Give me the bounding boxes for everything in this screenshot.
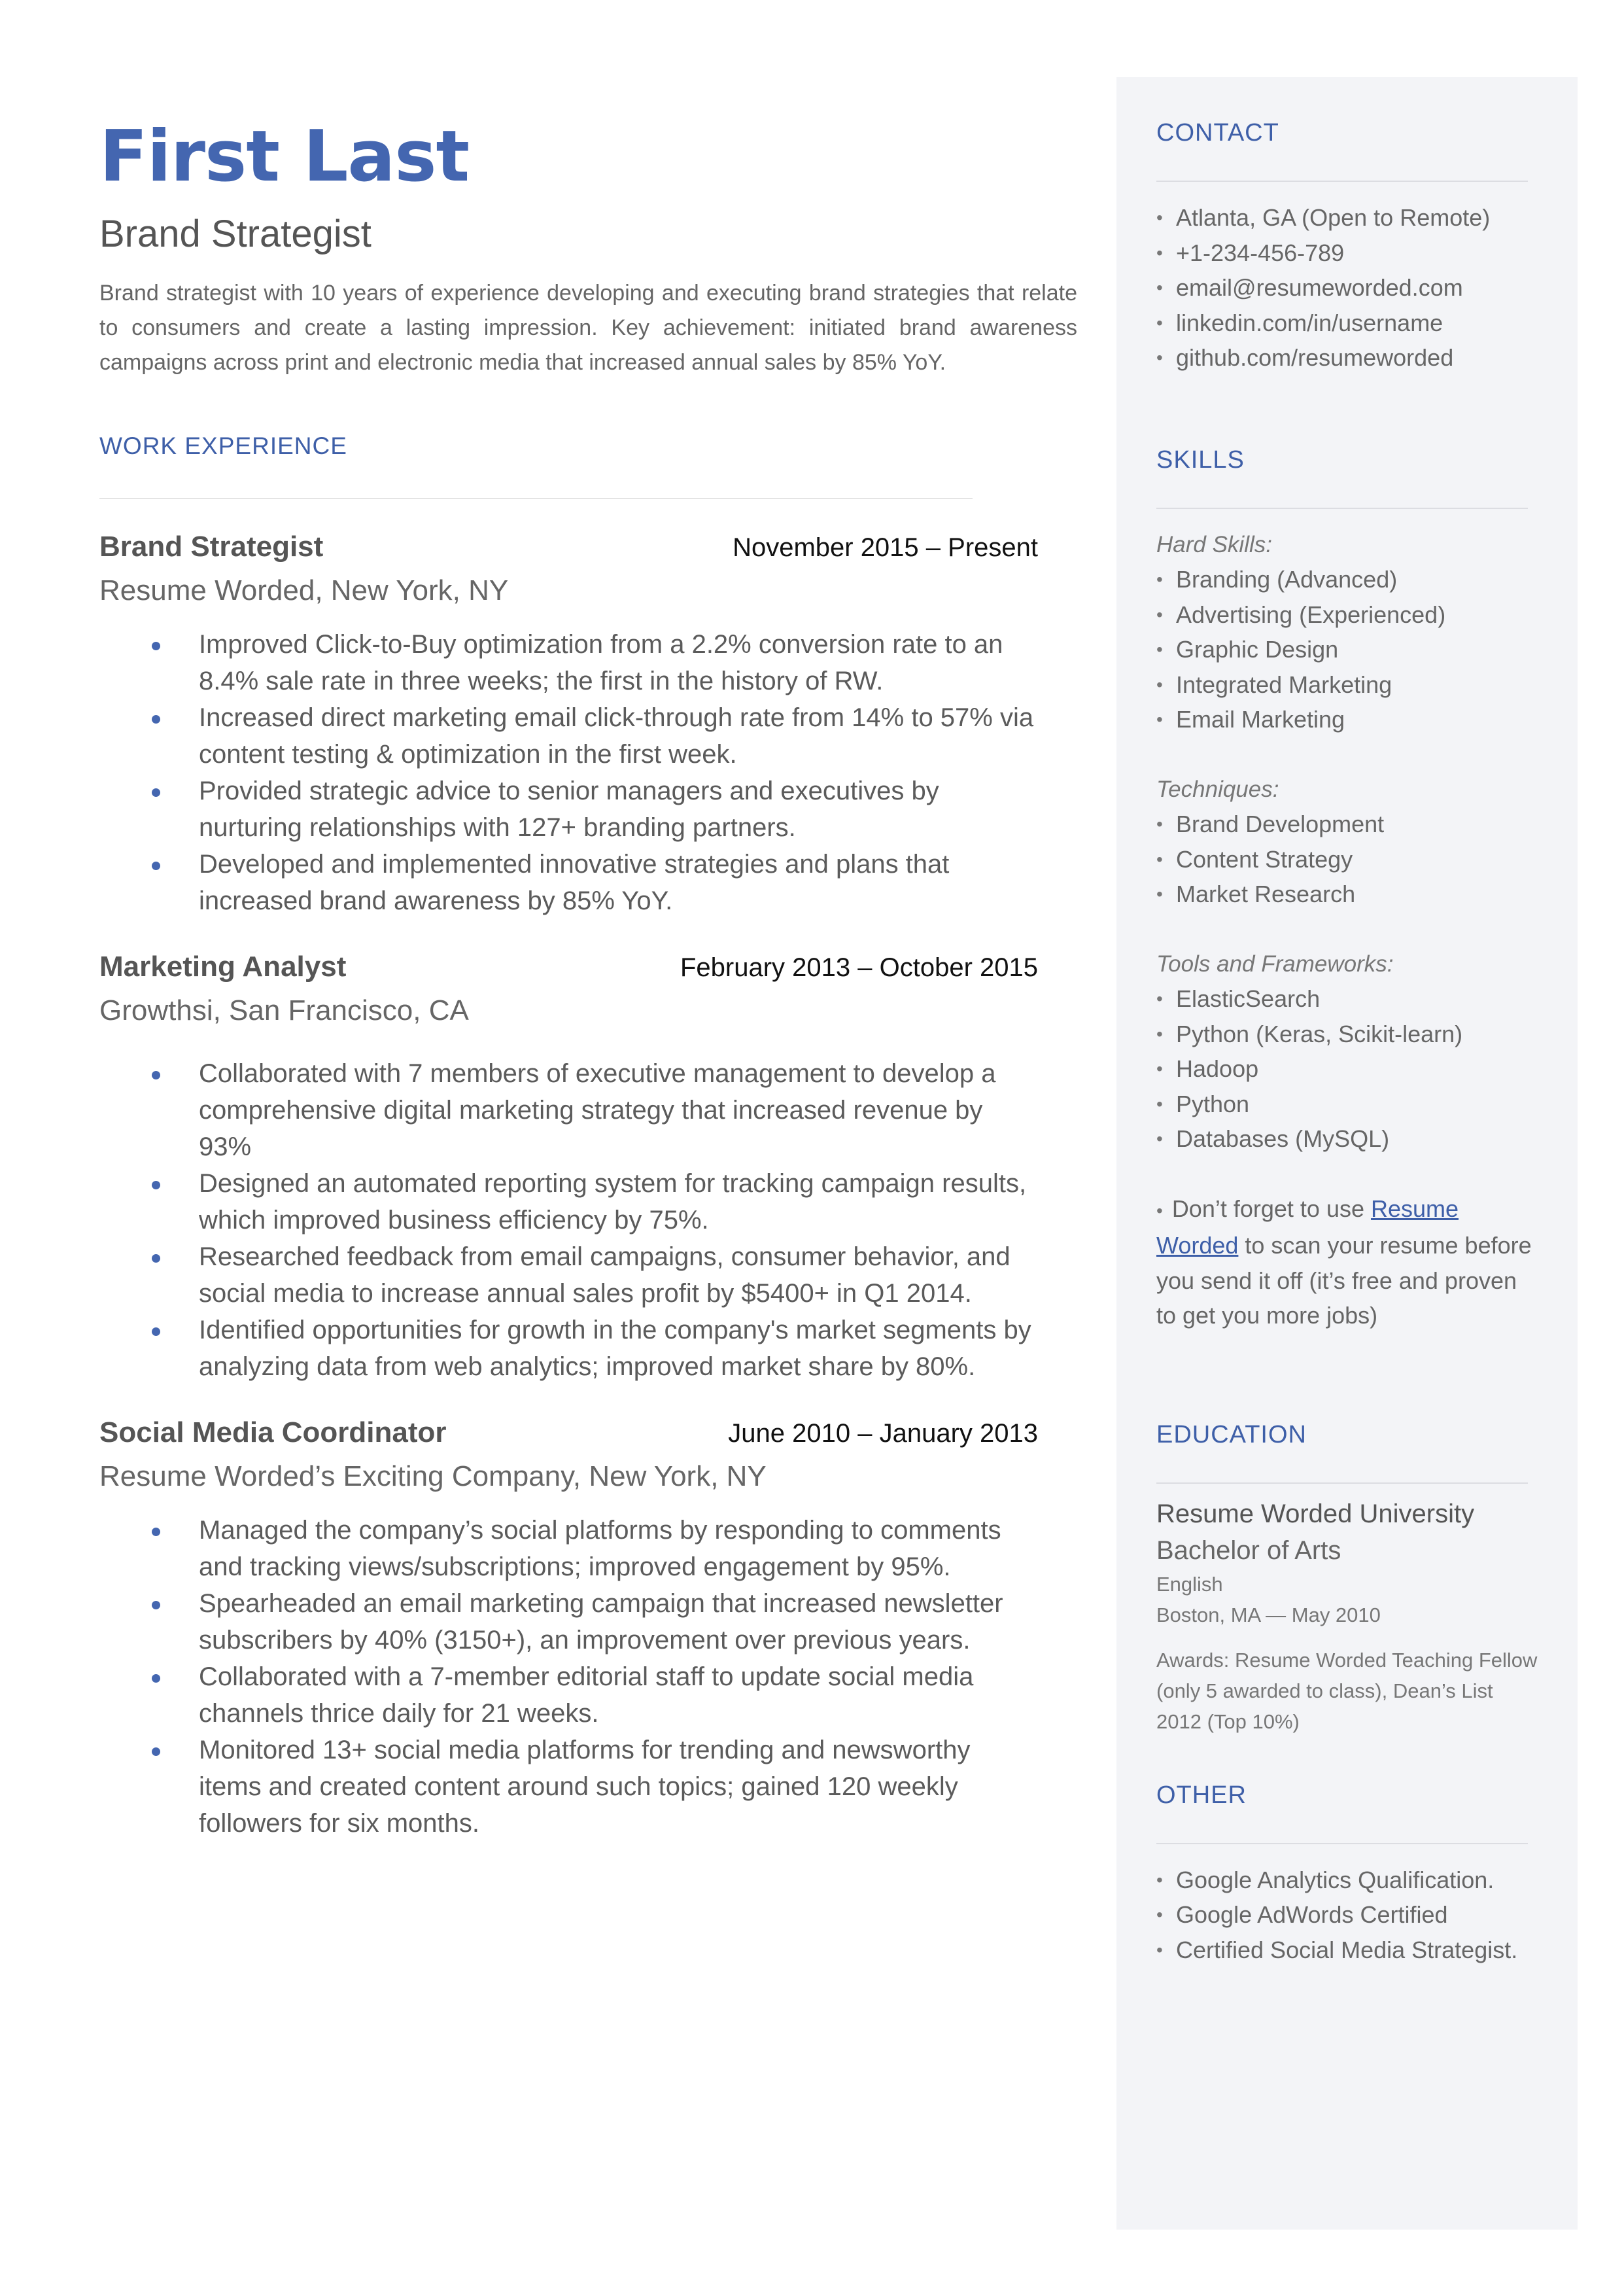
section-divider (1156, 508, 1528, 509)
job-dates: November 2015 – Present (733, 533, 1038, 562)
techniques-list (1156, 807, 1542, 912)
hard-skills-label: Hard Skills: (1156, 531, 1272, 557)
job-bullet: Designed an automated reporting system for tracking campaign results, which improved business efficiency by 75%. (99, 1165, 1038, 1238)
job-bullet: Increased direct marketing email click-through rate from 14% to 57% via content testing & optimization in the first week. (99, 699, 1038, 773)
certification-item: • Google Analytics Qualification. (1156, 1863, 1542, 1898)
skill-item: • Hadoop (1156, 1051, 1542, 1087)
sidebar (1116, 77, 1578, 2230)
contact-list (1156, 200, 1542, 376)
job-bullet: Improved Click-to-Buy optimization from a 2.2% conversion rate to an 8.4% sale rate in three weeks; the first in the history of RW. (99, 626, 1038, 699)
certification-item: • Google AdWords Certified (1156, 1897, 1542, 1933)
job-bullets (99, 1055, 1038, 1385)
section-divider (99, 498, 973, 499)
summary: Brand strategist with 10 years of experience developing and executing brand strategies that relate to consumers and create a lasting impression. Key achievement: initiated brand awareness campaigns across print and electronic media that increased annual sales by 85% YoY. (99, 281, 1077, 375)
other-heading: OTHER (1156, 1781, 1247, 1809)
job-company: Resume Worded’s Exciting Company, New York, NY (99, 1460, 767, 1492)
skill-item: • Databases (MySQL) (1156, 1121, 1542, 1157)
job-bullets (99, 626, 1038, 919)
skills-heading: SKILLS (1156, 446, 1245, 474)
resume-tip: • Don’t forget to use Resume Worded to scan your resume before you send it off (it’s free and proven to get you more jobs) (1156, 1195, 1532, 1329)
job-bullet: Collaborated with 7 members of executive management to develop a comprehensive digital marketing strategy that increased revenue by 93% (99, 1055, 1038, 1165)
job-dates: February 2013 – October 2015 (680, 953, 1038, 982)
skill-item: • Market Research (1156, 877, 1542, 912)
skill-item: • Content Strategy (1156, 842, 1542, 877)
skill-item: • Integrated Marketing (1156, 667, 1542, 703)
tools-label: Tools and Frameworks: (1156, 951, 1394, 977)
skill-item: • Branding (Advanced) (1156, 562, 1542, 597)
education-awards: Awards: Resume Worded Teaching Fellow (only 5 awarded to class), Dean’s List 2012 (Top 10%) (1156, 1648, 1538, 1733)
section-divider (1156, 1843, 1528, 1844)
job-entry (99, 1416, 1038, 1842)
techniques-label: Techniques: (1156, 776, 1279, 802)
job-bullet: Monitored 13+ social media platforms for trending and newsworthy items and created content around such topics; gained 120 weekly followers for six months. (99, 1732, 1038, 1842)
contact-phone: • +1-234-456-789 (1156, 236, 1542, 271)
job-bullet: Developed and implemented innovative strategies and plans that increased brand awareness by 85% YoY. (99, 846, 1038, 919)
education-major: English (1156, 1572, 1223, 1596)
education-school: Resume Worded University (1156, 1499, 1475, 1528)
job-bullet: Identified opportunities for growth in the company's market segments by analyzing data from web analytics; improved market share by 80%. (99, 1312, 1038, 1385)
job-bullets (99, 1512, 1038, 1842)
candidate-role: Brand Strategist (99, 213, 371, 255)
skill-item: • Python (1156, 1087, 1542, 1122)
tip-prefix: Don’t forget to use (1171, 1195, 1371, 1222)
section-divider (1156, 1482, 1528, 1484)
other-list (1156, 1863, 1542, 1968)
skill-item: • ElasticSearch (1156, 981, 1542, 1017)
tools-list (1156, 981, 1542, 1157)
job-title: Social Media Coordinator (99, 1416, 447, 1448)
certification-item: • Certified Social Media Strategist. (1156, 1933, 1542, 1968)
job-bullet: Collaborated with a 7-member editorial staff to update social media channels thrice daily for 21 weeks. (99, 1658, 1038, 1732)
skill-item: • Brand Development (1156, 807, 1542, 842)
skill-item: • Email Marketing (1156, 702, 1542, 737)
contact-location: • Atlanta, GA (Open to Remote) (1156, 200, 1542, 236)
job-bullet: Managed the company’s social platforms by responding to comments and tracking views/subscriptions; improved engagement by 95%. (99, 1512, 1038, 1585)
job-entry (99, 531, 1038, 919)
education-degree: Bachelor of Arts (1156, 1535, 1341, 1565)
contact-email: • email@resumeworded.com (1156, 270, 1542, 306)
job-bullet: Provided strategic advice to senior managers and executives by nurturing relationships with 127+ branding partners. (99, 773, 1038, 846)
job-title: Marketing Analyst (99, 951, 347, 983)
section-divider (1156, 181, 1528, 182)
job-title: Brand Strategist (99, 531, 324, 563)
contact-linkedin: • linkedin.com/in/username (1156, 306, 1542, 341)
education-location-date: Boston, MA — May 2010 (1156, 1603, 1381, 1626)
job-dates: June 2010 – January 2013 (728, 1419, 1038, 1448)
contact-github: • github.com/resumeworded (1156, 340, 1542, 376)
candidate-name: First Last (99, 116, 470, 198)
job-bullet: Spearheaded an email marketing campaign that increased newsletter subscribers by 40% (3150+), an improvement over previous years. (99, 1585, 1038, 1658)
work-experience-heading: WORK EXPERIENCE (99, 432, 347, 459)
main-column (99, 111, 1080, 1842)
job-company: Growthsi, San Francisco, CA (99, 994, 469, 1026)
skill-item: • Python (Keras, Scikit-learn) (1156, 1017, 1542, 1052)
job-company: Resume Worded, New York, NY (99, 574, 509, 606)
hard-skills-list (1156, 562, 1542, 737)
skill-item: • Advertising (Experienced) (1156, 597, 1542, 633)
skill-item: • Graphic Design (1156, 632, 1542, 667)
job-entry (99, 951, 1038, 1385)
tip-suffix: to scan your resume before you send it off (it’s free and proven to get you more jobs) (1156, 1232, 1532, 1329)
job-bullet: Researched feedback from email campaigns, consumer behavior, and social media to increase annual sales profit by $5400+ in Q1 2014. (99, 1238, 1038, 1312)
resume-worded-link[interactable]: Resume Worded (1156, 1195, 1459, 1259)
contact-heading: CONTACT (1156, 119, 1279, 147)
education-heading: EDUCATION (1156, 1420, 1307, 1448)
